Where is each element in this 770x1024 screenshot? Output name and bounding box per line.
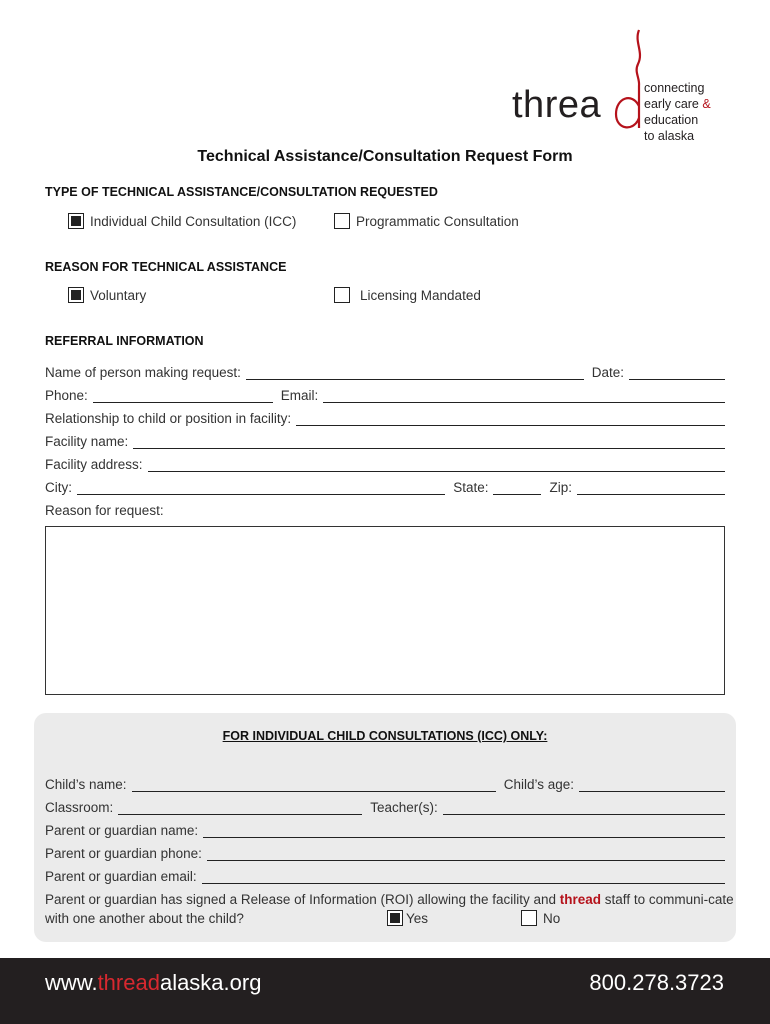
option-roi-no[interactable] — [521, 910, 560, 926]
parent-email-label: Parent or guardian email: — [45, 869, 197, 884]
logo-tagline — [644, 80, 752, 144]
tagline-line-3: to alaska — [644, 129, 695, 143]
form-title: Technical Assistance/Consultation Request Form — [197, 148, 573, 165]
row-reason-label — [45, 500, 725, 518]
parent-email-field[interactable] — [202, 871, 725, 884]
licensing-checkbox[interactable] — [334, 287, 350, 303]
facility-address-field[interactable] — [148, 459, 725, 472]
icc-heading: FOR INDIVIDUAL CHILD CONSULTATIONS (ICC) ONLY: — [222, 729, 548, 743]
url-brand: thread — [97, 970, 160, 995]
option-roi-yes[interactable] — [387, 910, 428, 926]
date-field[interactable] — [629, 367, 725, 380]
date-label: Date: — [591, 365, 624, 380]
row-parent-email — [45, 866, 725, 884]
thread-logo — [512, 28, 752, 143]
city-field[interactable] — [77, 482, 445, 495]
row-child-name-age — [45, 774, 725, 792]
row-relationship — [45, 408, 725, 426]
tagline-amp: & — [702, 97, 711, 111]
row-phone-email — [45, 385, 725, 403]
facility-name-label: Facility name: — [45, 434, 129, 449]
type-section-heading: TYPE OF TECHNICAL ASSISTANCE/CONSULTATION REQUESTED — [45, 185, 438, 199]
option-programmatic[interactable] — [334, 213, 519, 229]
roi-no-label: No — [543, 910, 561, 926]
row-name-date — [45, 362, 725, 380]
icc-label: Individual Child Consultation (ICC) — [90, 213, 297, 229]
voluntary-label: Voluntary — [90, 287, 147, 303]
option-voluntary[interactable] — [68, 287, 146, 303]
email-label: Email: — [280, 388, 319, 403]
requester-name-label: Name of person making request: — [45, 365, 241, 380]
row-parent-phone — [45, 843, 725, 861]
parent-phone-label: Parent or guardian phone: — [45, 846, 202, 861]
requester-name-field[interactable] — [246, 367, 584, 380]
url-suffix: alaska.org — [159, 970, 262, 995]
child-age-field[interactable] — [579, 779, 725, 792]
roi-text-after: staff to communi-cate with one another about the child? — [45, 892, 734, 926]
facility-address-label: Facility address: — [45, 457, 143, 472]
child-name-label: Child’s name: — [45, 777, 127, 792]
facility-name-field[interactable] — [133, 436, 725, 449]
roi-yes-checkbox[interactable] — [387, 910, 403, 926]
tagline-line-1: connecting — [644, 81, 705, 95]
url-prefix: www. — [45, 970, 98, 995]
relationship-field[interactable] — [296, 413, 725, 426]
row-facility-name — [45, 431, 725, 449]
referral-section-heading: REFERRAL INFORMATION — [45, 334, 204, 348]
zip-label: Zip: — [549, 480, 572, 495]
row-parent-name — [45, 820, 725, 838]
classroom-field[interactable] — [118, 802, 362, 815]
row-classroom-teachers — [45, 797, 725, 815]
reason-for-request-textarea[interactable] — [45, 526, 725, 695]
parent-phone-field[interactable] — [207, 848, 725, 861]
phone-field[interactable] — [93, 390, 273, 403]
programmatic-checkbox[interactable] — [334, 213, 350, 229]
option-licensing[interactable] — [334, 287, 481, 303]
teachers-label: Teacher(s): — [370, 800, 438, 815]
roi-text-before: Parent or guardian has signed a Release of Information (ROI) allowing the facility and — [45, 892, 560, 907]
tagline-line-2 — [644, 96, 752, 128]
classroom-label: Classroom: — [45, 800, 114, 815]
reason-section-heading: REASON FOR TECHNICAL ASSISTANCE — [45, 260, 287, 274]
option-icc[interactable] — [68, 213, 296, 229]
programmatic-label: Programmatic Consultation — [356, 213, 519, 229]
child-age-label: Child’s age: — [503, 777, 574, 792]
roi-no-checkbox[interactable] — [521, 910, 537, 926]
state-label: State: — [453, 480, 489, 495]
parent-name-label: Parent or guardian name: — [45, 823, 199, 838]
licensing-label: Licensing Mandated — [360, 287, 481, 303]
icc-checkbox[interactable] — [68, 213, 84, 229]
footer-website-link[interactable] — [45, 970, 261, 996]
state-field[interactable] — [493, 482, 541, 495]
row-facility-address — [45, 454, 725, 472]
city-label: City: — [45, 480, 72, 495]
parent-name-field[interactable] — [203, 825, 725, 838]
child-name-field[interactable] — [132, 779, 496, 792]
row-city-state-zip — [45, 477, 725, 495]
voluntary-checkbox[interactable] — [68, 287, 84, 303]
email-field[interactable] — [323, 390, 725, 403]
tagline-education: education — [644, 113, 699, 127]
relationship-label: Relationship to child or position in facility: — [45, 411, 292, 426]
footer-phone-number: 800.278.3723 — [589, 970, 724, 995]
phone-label: Phone: — [45, 388, 88, 403]
teachers-field[interactable] — [443, 802, 725, 815]
reason-for-request-label: Reason for request: — [45, 503, 164, 518]
logo-wordmark: threa — [512, 84, 602, 126]
tagline-early-care: early care — [644, 97, 699, 111]
roi-brand: thread — [559, 892, 602, 907]
roi-yes-label: Yes — [406, 910, 429, 926]
zip-field[interactable] — [577, 482, 725, 495]
